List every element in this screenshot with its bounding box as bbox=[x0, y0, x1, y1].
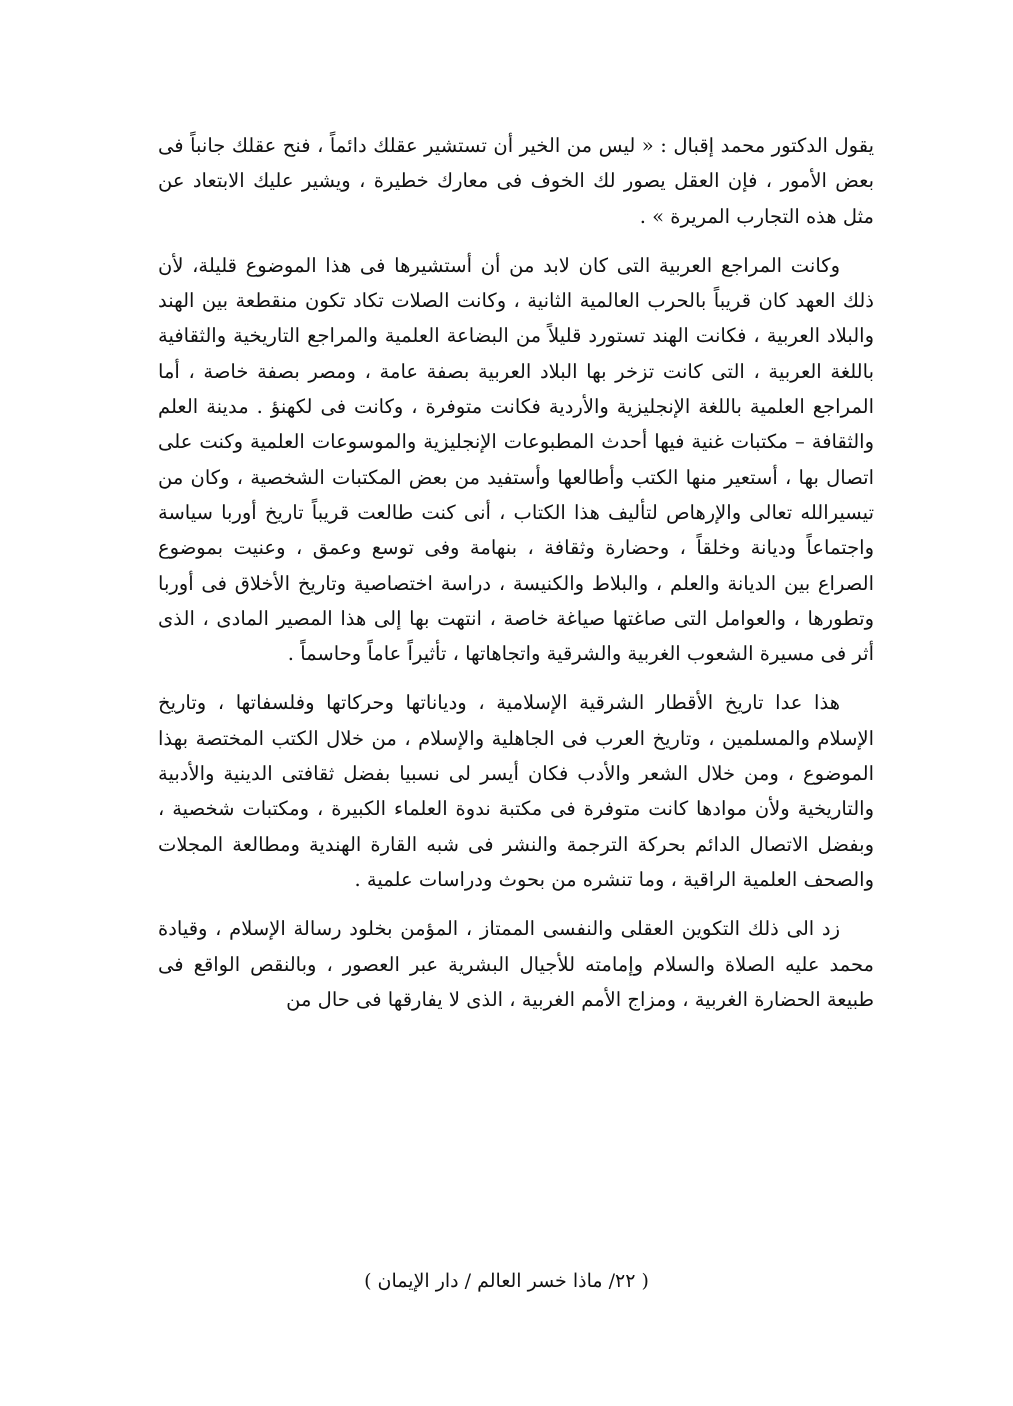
paragraph-arabic-references: وكانت المراجع العربية التى كان لابد من أن أستشيرها فى هذا الموضوع قليلة، لأن ذلك العهد كان قريباً بالحرب العالمية الثانية ، وكانت الصلات تكاد تكون منقطعة بين الهند والبلاد العربية ، فكانت الهند تستورد قليلاً من البضاعة العلمية والمراجع التاريخية والثقافية باللغة العربية ، التى كانت تزخر بها البلاد العربية بصفة عامة ، ومصر بصفة خاصة ، أما المراجع العلمية باللغة الإنجليزية والأردية فكانت متوفرة ، وكانت فى لكهنؤ . مدينة العلم والثقافة – مكتبات غنية فيها أحدث المطبوعات الإنجليزية والموسوعات العلمية وكنت على اتصال بها ، أستعير منها الكتب وأطالعها وأستفيد من بعض المكتبات الشخصية ، وكان من تيسيرالله تعالى والإرهاص لتأليف هذا الكتاب ، أنى كنت طالعت قريباً تاريخ أوربا سياسة واجتماعاً وديانة وخلقاً ، وحضارة وثقافة ، بنهامة وفى توسع وعمق ، وعنيت بموضوع الصراع بين الديانة والعلم ، والبلاط والكنيسة ، دراسة اختصاصية وتاريخ الأخلاق فى أوربا وتطورها ، والعوامل التى صاغتها صياغة خاصة ، انتهت بها إلى هذا المصير المادى ، الذى أثر فى مسيرة الشعوب الغربية والشرقية واتجاهاتها ، تأثيراً عاماً وحاسماً . bbox=[158, 253, 875, 666]
paragraph-intellectual-formation: زد الى ذلك التكوين العقلى والنفسى الممتاز ، المؤمن بخلود رسالة الإسلام ، وقيادة محمد عليه الصلاة والسلام وإمامته للأجيال البشرية عبر العصور ، وبالنقص الواقع فى طبيعة الحضارة الغربية ، ومزاج الأمم الغربية ، الذى لا يفارقها فى حال من bbox=[158, 917, 874, 1011]
page-body bbox=[158, 128, 874, 1031]
paragraph-iqbal-quote: يقول الدكتور محمد إقبال : « ليس من الخير أن تستشير عقلك دائماً ، فنح عقلك جانباً فى بعض الأمور ، فإن العقل يصور لك الخوف فى معارك خطيرة ، ويشير عليك الابتعاد عن مثل هذه التجارب المريرة » . bbox=[158, 134, 874, 228]
paragraph-eastern-history: هذا عدا تاريخ الأقطار الشرقية الإسلامية ، ودياناتها وحركاتها وفلسفاتها ، وتاريخ الإسلام والمسلمين ، وتاريخ العرب فى الجاهلية والإسلام ، من خلال الكتب المختصة بهذا الموضوع ، ومن خلال الشعر والأدب فكان أيسر لى نسبيا بفضل ثقافتى الدينية والأدبية والتاريخية ولأن موادها كانت متوفرة فى مكتبة ندوة العلماء الكبيرة ، ومكتبات شخصية ، وبفضل الاتصال الدائم بحركة الترجمة والنشر فى شبه القارة الهندية ومطالعة المجلات والصحف العلمية الراقية ، وما تنشره من بحوث ودراسات علمية . bbox=[158, 691, 874, 891]
page-footer: ( ٢٢/ ماذا خسر العالم / دار الإيمان ) bbox=[364, 1270, 649, 1292]
